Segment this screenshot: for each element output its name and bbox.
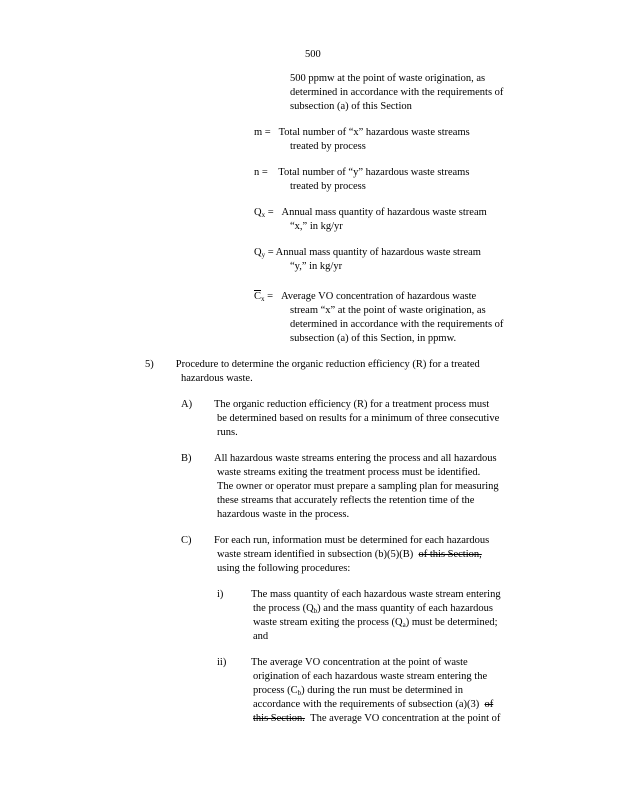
definition-m: m = Total number of “x” hazardous waste streams treated by process [254, 127, 470, 152]
item-5-B: B) All hazardous waste streams entering the process and all hazardous waste streams exiting the treatment process must be identified. The owner or operator must prepare a sampling plan for measuring these streams that accurately reflects the retention time of the hazardous waste in the process. [181, 453, 499, 520]
item-5: 5) Procedure to determine the organic reduction efficiency (R) for a treated hazardous waste. [145, 359, 480, 384]
continued-value: 500 [305, 49, 321, 60]
item-5-A: A) The organic reduction efficiency (R) for a treatment process must be determined based on results for a minimum of three consecutive runs. [181, 399, 500, 438]
definition-continuation: 500 ppmw at the point of waste origination, as determined in accordance with the requirements of subsection (a) of this Section [290, 73, 504, 112]
definition-cx: $\overline{C}_x$ = Average VO concentration of hazardous waste stream “x” at the point of waste origination, as determined in accordance with the requirements of subsection (a) of this Section, in ppmw. [254, 291, 504, 344]
item-5-C-i: i) The mass quantity of each hazardous waste stream entering the process $(Q_b)$ and the mass quantity of each hazardous waste stream exiting the process $(Q_a)$ must be determined; and [217, 589, 501, 642]
item-5-C-ii: ii) The average VO concentration at the point of waste origination of each hazardous waste stream entering the process $(C_b)$ during the run must be determined in accordance with the requirements of subsection (a)(3) of this Section. The average VO concentration at the point of [217, 657, 501, 724]
struck-text: of this Section, [418, 549, 482, 560]
item-5-C: C) For each run, information must be determined for each hazardous waste stream identified in subsection (b)(5)(B) of this Section, using the following procedures: [181, 535, 490, 574]
definition-qx: $Q_x$ = Annual mass quantity of hazardous waste stream “x,” in kg/yr [254, 207, 487, 232]
struck-text: of [484, 699, 494, 710]
definition-n: n = Total number of “y” hazardous waste streams treated by process [254, 167, 470, 192]
struck-text: this Section. [253, 713, 305, 724]
definition-qy: $Q_y$ = Annual mass quantity of hazardous waste stream “y,” in kg/yr [254, 247, 481, 272]
